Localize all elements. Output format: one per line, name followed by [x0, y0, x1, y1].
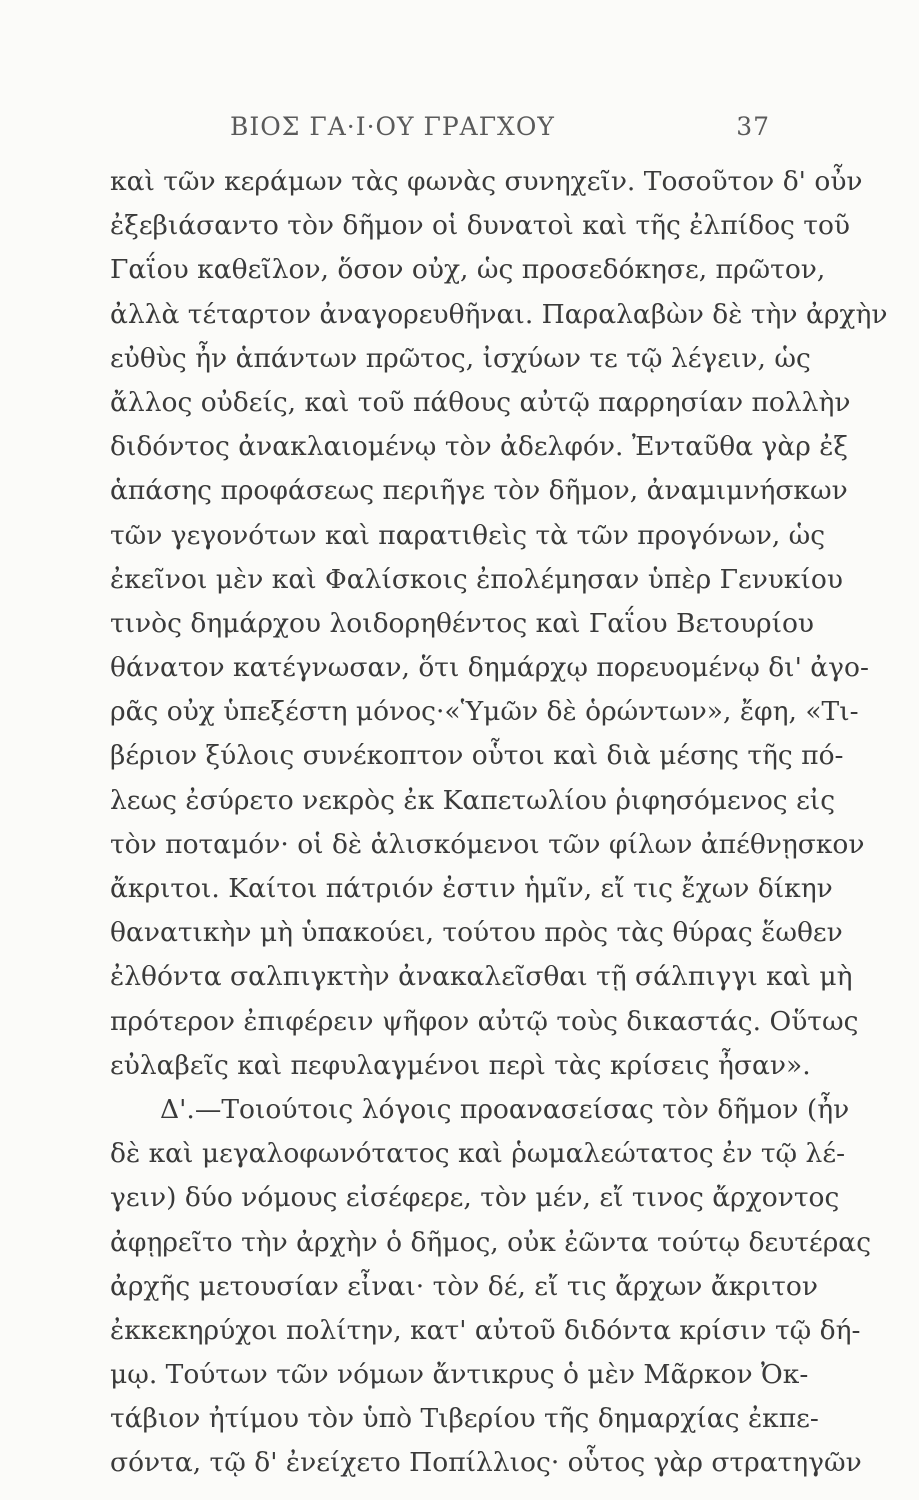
text-line: πρότερον ἐπιφέρειν ψῆφον αὐτῷ τοὺς δικαστάς. Οὕτως	[110, 1005, 859, 1037]
text-line: εὐλαβεῖς καὶ πεφυλαγμένοι περὶ τὰς κρίσεις ἦσαν».	[110, 1049, 811, 1081]
text-line: ἀρχῆς μετουσίαν εἶναι· τὸν δέ, εἴ τις ἄρχων ἄκριτον	[110, 1270, 818, 1302]
text-line: ἐκκεκηρύχοι πολίτην, κατ' αὐτοῦ διδόντα κρίσιν τῷ δή-	[110, 1314, 861, 1346]
text-line: θάνατον κατέγνωσαν, ὅτι δημάρχῳ πορευομένῳ δι' ἀγο-	[110, 652, 869, 684]
section-start-line: Δ'.—Τοιούτοις λόγοις προανασείσας τὸν δῆμον (ἦν	[160, 1093, 850, 1125]
text-line: δὲ καὶ μεγαλοφωνότατος καὶ ῥωμαλεώτατος ἐν τῷ λέ-	[110, 1138, 846, 1170]
page-number: 37	[736, 112, 770, 141]
text-line: ρᾶς οὐχ ὑπεξέστη μόνος·«Ὑμῶν δὲ ὁρώντων», ἔφη, «Τι-	[110, 696, 859, 728]
text-line: ἀλλὰ τέταρτον ἀναγορευθῆναι. Παραλαβὼν δὲ τὴν ἀρχὴν	[110, 298, 888, 330]
text-line: τινὸς δημάρχου λοιδορηθέντος καὶ Γαΐου Βετουρίου	[110, 607, 815, 639]
text-line: Γαΐου καθεῖλον, ὅσον οὐχ, ὡς προσεδόκησε, πρῶτον,	[110, 254, 826, 286]
text-line: εὐθὺς ἦν ἁπάντων πρῶτος, ἰσχύων τε τῷ λέγειν, ὡς	[110, 342, 811, 374]
text-line: βέριον ξύλοις συνέκοπτον οὗτοι καὶ διὰ μέσης τῆς πό-	[110, 740, 844, 772]
text-line: διδόντος ἀνακλαιομένῳ τὸν ἀδελφόν. Ἐνταῦθα γὰρ ἐξ	[110, 431, 849, 463]
running-head	[230, 112, 770, 148]
text-line: τὸν ποταμόν· οἱ δὲ ἁλισκόμενοι τῶν φίλων ἀπέθνῃσκον	[110, 828, 865, 860]
running-title: ΒΙΟΣ ΓΑ·Ι·ΟΥ ΓΡΑΓΧΟΥ	[230, 112, 555, 141]
text-line: λεως ἐσύρετο νεκρὸς ἐκ Καπετωλίου ῥιφησόμενος εἰς	[110, 784, 836, 816]
text-line: τῶν γεγονότων καὶ παρατιθεὶς τὰ τῶν προγόνων, ὡς	[110, 519, 826, 551]
text-line: ἁπάσης προφάσεως περιῆγε τὸν δῆμον, ἀναμιμνήσκων	[110, 475, 848, 507]
text-line: ἐξεβιάσαντο τὸν δῆμον οἱ δυνατοὶ καὶ τῆς ἐλπίδος τοῦ	[110, 210, 851, 242]
text-line: ἐλθόντα σαλπιγκτὴν ἀνακαλεῖσθαι τῇ σάλπιγγι καὶ μὴ	[110, 961, 853, 993]
text-line: ἄκριτοι. Καίτοι πάτριόν ἐστιν ἡμῖν, εἴ τις ἔχων δίκην	[110, 873, 833, 904]
text-line: ἐκεῖνοι μὲν καὶ Φαλίσκοις ἐπολέμησαν ὑπὲρ Γενυκίου	[110, 563, 843, 595]
text-line: μῳ. Τούτων τῶν νόμων ἄντικρυς ὁ μὲν Μᾶρκον Ὀκ-	[110, 1359, 809, 1391]
text-line: θανατικὴν μὴ ὑπακούει, τούτου πρὸς τὰς θύρας ἕωθεν	[110, 917, 843, 949]
text-line: τάβιον ἠτίμου τὸν ὑπὸ Τιβερίου τῆς δημαρχίας ἐκπε-	[110, 1403, 819, 1435]
text-line: γειν) δύο νόμους εἰσέφερε, τὸν μέν, εἴ τινος ἄρχοντος	[110, 1182, 840, 1214]
text-line: σόντα, τῷ δ' ἐνείχετο Ποπίλλιος· οὗτος γὰρ στρατηγῶν	[110, 1447, 862, 1479]
text-line: καὶ τῶν κεράμων τὰς φωνὰς συνηχεῖν. Τοσοῦτον δ' οὖν	[110, 166, 863, 197]
text-line: ἀφῃρεῖτο τὴν ἀρχὴν ὁ δῆμος, οὐκ ἐῶντα τούτῳ δευτέρας	[110, 1226, 872, 1258]
text-line: ἄλλος οὐδείς, καὶ τοῦ πάθους αὐτῷ παρρησίαν πολλὴν	[110, 386, 851, 418]
text-body	[110, 160, 888, 1486]
